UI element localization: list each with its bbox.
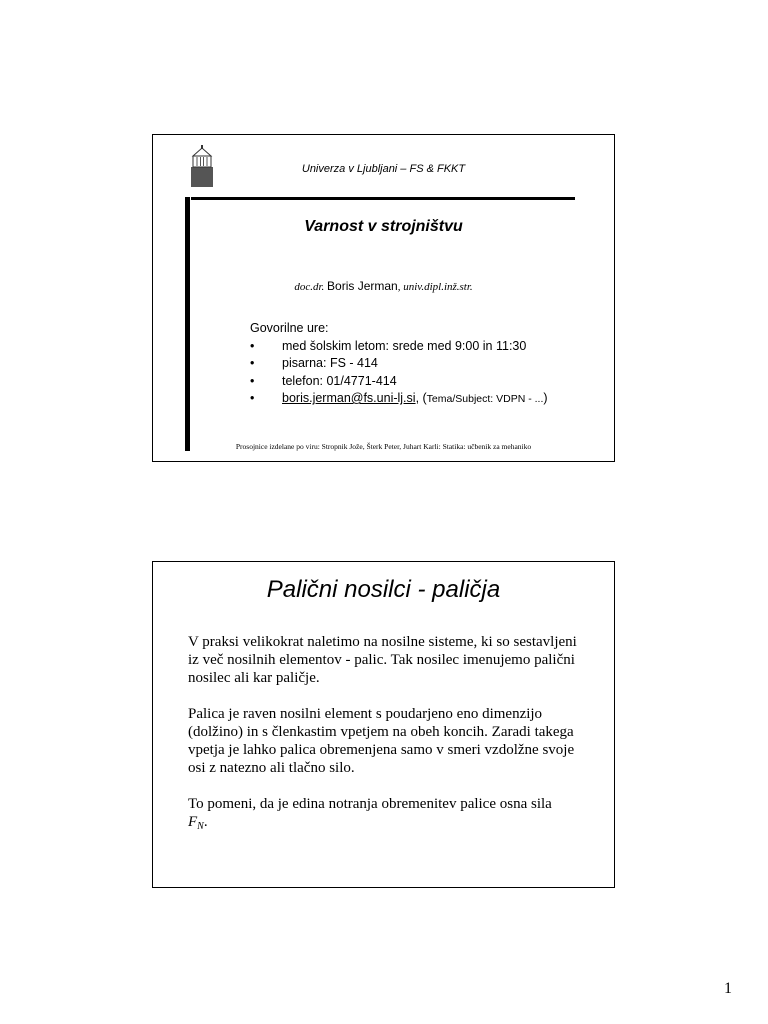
university-name: Univerza v Ljubljani – FS & FKKT [301, 163, 466, 175]
slide-body [188, 633, 583, 854]
list-item [250, 355, 548, 373]
list-item [250, 338, 548, 356]
content-slide [152, 561, 615, 888]
list-item [250, 390, 548, 409]
page-number: 1 [724, 980, 732, 997]
email-subject-note: Tema/Subject: VDPN - ... [426, 393, 544, 405]
slide-title: Palični nosilci - paličja [266, 576, 501, 603]
author-line [153, 279, 614, 293]
author-suffix: , univ.dipl.inž.str. [397, 281, 473, 293]
email-close: ) [543, 391, 548, 405]
author-prefix: doc.dr. [294, 281, 325, 293]
title-slide [152, 134, 615, 462]
email-separator: , ( [415, 391, 427, 405]
bullet: • [250, 391, 255, 405]
force-subscript: N [197, 821, 204, 832]
office-hours [250, 320, 548, 409]
force-symbol-letter: F [188, 814, 198, 830]
paragraph: V praksi velikokrat naletimo na nosilne sisteme, ki so sestavljeni iz več nosilnih elementov - palic. Tak nosilec imenujemo palični nosilec ali kar paličje. [188, 634, 577, 686]
paragraph [188, 795, 583, 836]
sentence-period: . [203, 814, 208, 830]
paragraph-text: To pomeni, da je edina notranja obremenitev palice osna sila [188, 796, 552, 812]
office-item-text: telefon: 01/4771-414 [282, 373, 397, 388]
email-link[interactable]: boris.jerman@fs.uni-lj.si [282, 391, 416, 405]
office-heading: Govorilne ure: [250, 321, 329, 335]
paragraph: Palica je raven nosilni element s poudarjeno eno dimenzijo (dolžino) in s členkastim vpetjem na obeh koncih. Zaradi takega vpetja je lahko palica obremenjena samo v smeri vzdolžne svoje osi z natezno ali tlačno silo. [188, 706, 575, 776]
author-name: Boris Jerman [327, 279, 398, 293]
course-title: Varnost v strojništvu [304, 218, 463, 235]
list-item [250, 373, 548, 391]
office-item-text: med šolskim letom: srede med 9:00 in 11:30 [282, 338, 527, 353]
horizontal-rule [191, 197, 575, 200]
bullet: • [250, 356, 255, 370]
force-symbol [188, 814, 204, 830]
office-item-text: pisarna: FS - 414 [282, 356, 378, 370]
bullet: • [250, 338, 255, 353]
bullet: • [250, 373, 255, 388]
source-footnote: Prosojnice izdelane po viru: Stropnik Jože, Šterk Peter, Juhart Karli: Statika: učbenik za mehaniko [235, 442, 532, 451]
